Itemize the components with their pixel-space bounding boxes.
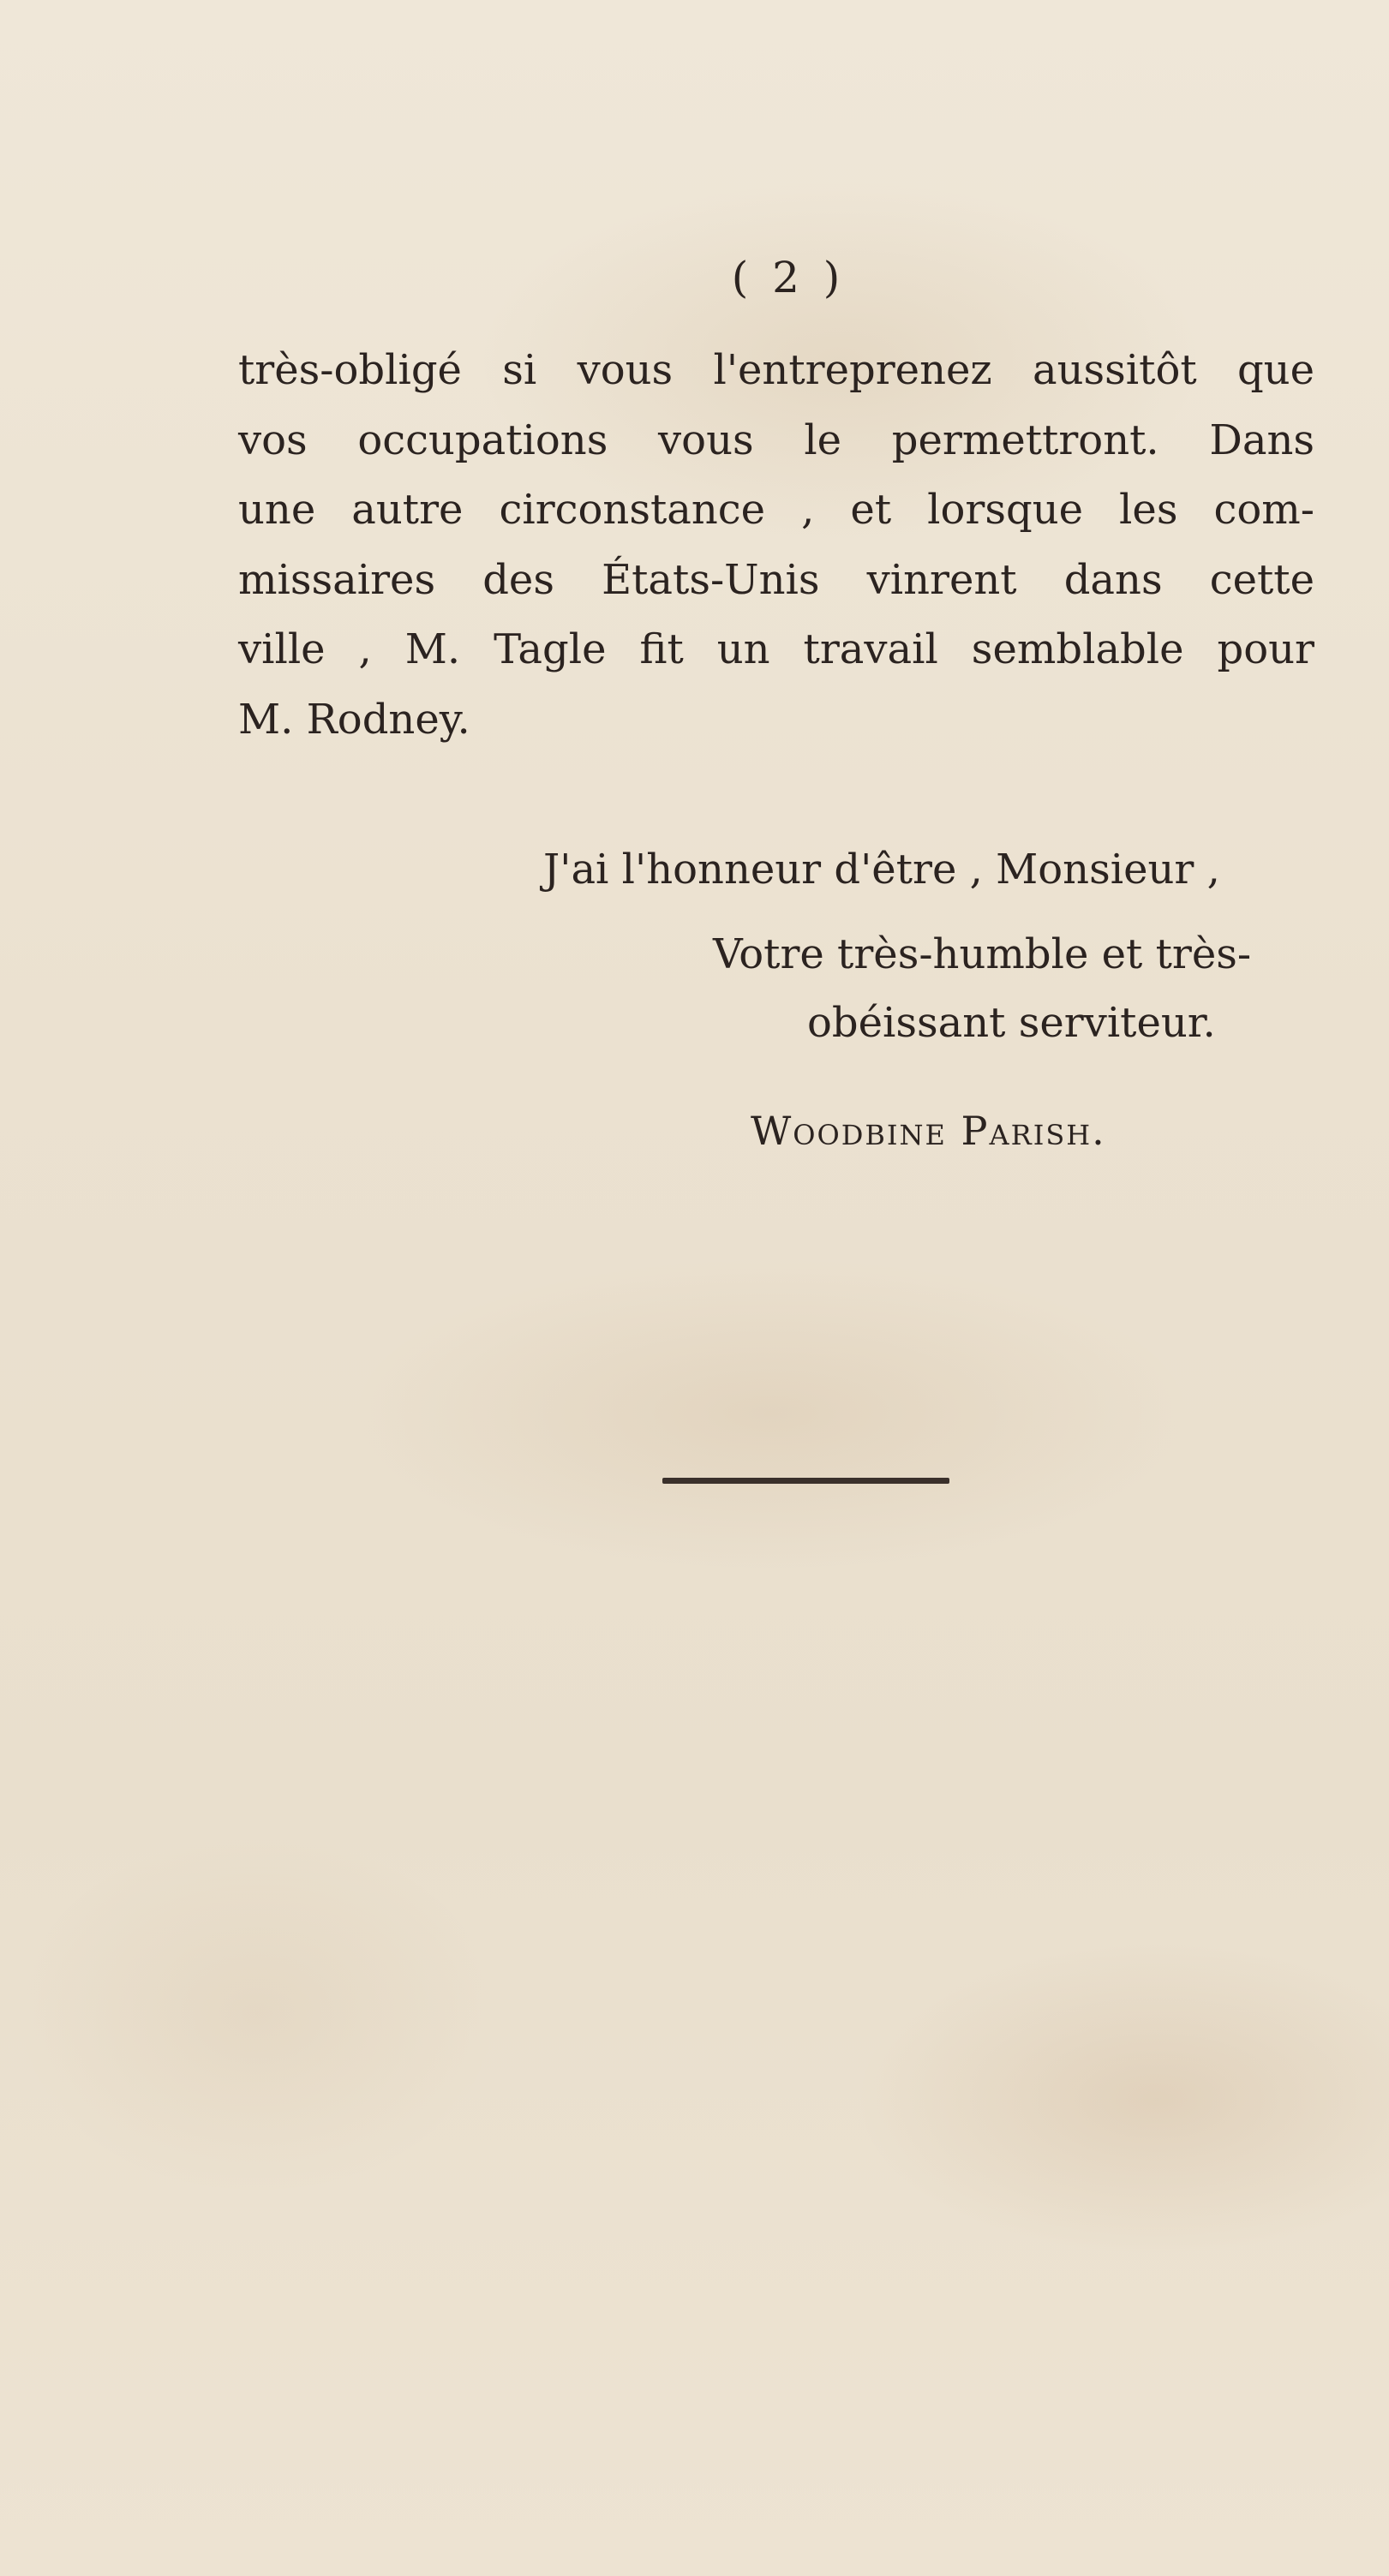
body-line: très-obligé si vous l'entreprenez aussitôt que (238, 346, 1314, 394)
closing-line: Votre très-humble et très- (713, 930, 1252, 978)
closing-salutation: J'ai l'honneur d'être , Monsieur , (543, 846, 1220, 894)
section-divider (662, 1478, 949, 1484)
body-line: vos occupations vous le permettront. Dans (238, 415, 1314, 464)
signature: Woodbine Parish. (751, 1108, 1106, 1154)
body-line: ville , M. Tagle fit un travail semblable pour (238, 625, 1314, 673)
body-paragraph (238, 336, 1314, 755)
body-line: une autre circonstance , et lorsque les com- (238, 486, 1314, 534)
page-number: ( 2 ) (731, 253, 846, 302)
body-line: M. Rodney. (238, 695, 470, 744)
body-line: missaires des États-Unis vinrent dans cette (238, 555, 1314, 604)
closing-line: obéissant serviteur. (807, 999, 1216, 1047)
